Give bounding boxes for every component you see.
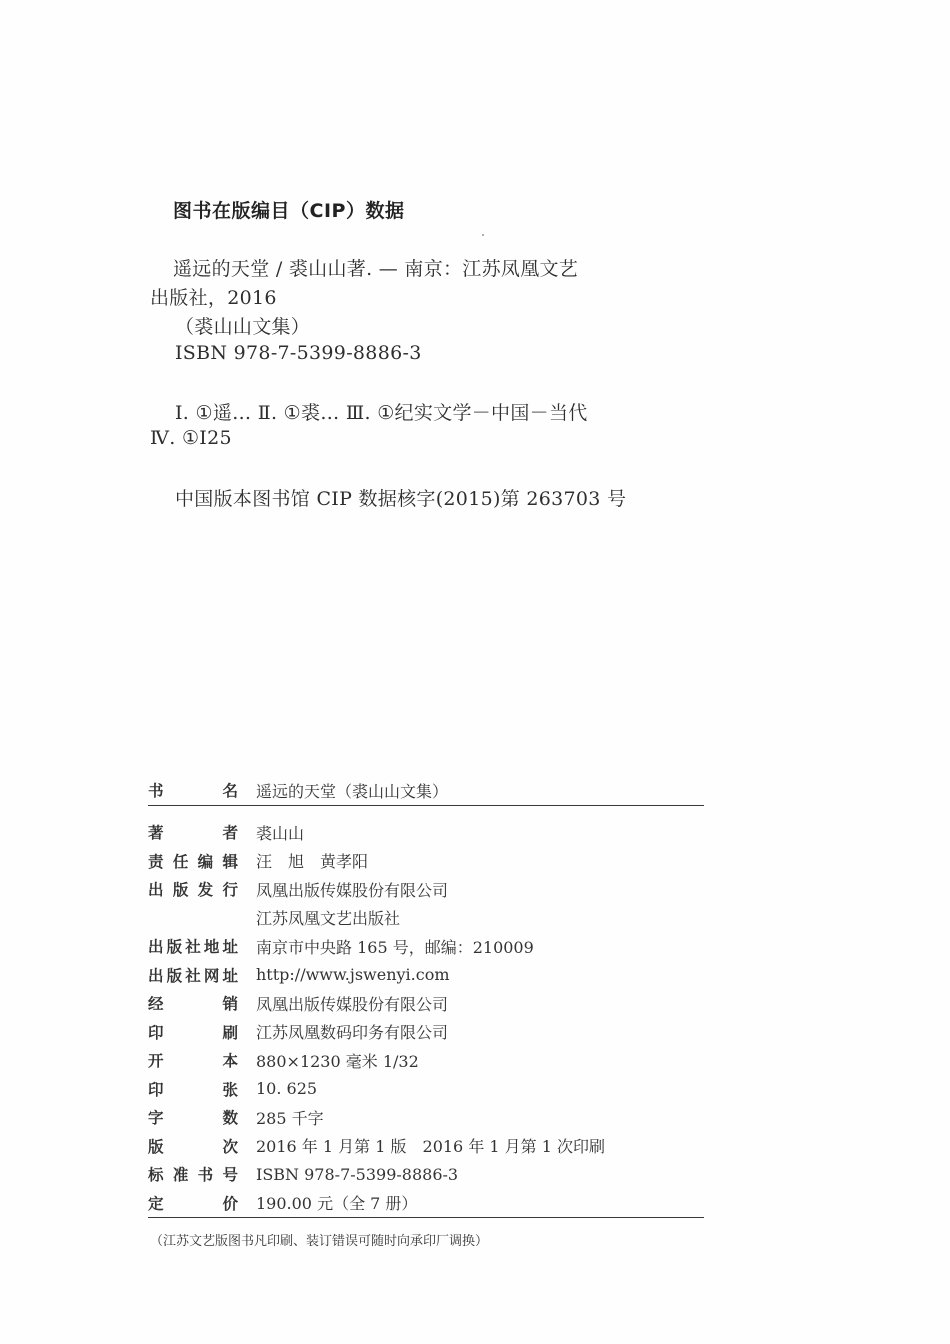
cip-record-number: 中国版本图书馆 CIP 数据核字(2015)第 263703 号 (175, 488, 627, 510)
info-row (148, 1075, 704, 1104)
info-value: 江苏凤凰数码印务有限公司 (256, 1023, 449, 1043)
info-label: 定 价 (148, 1194, 238, 1213)
info-value: 裘山山 (256, 823, 305, 843)
cip-heading: 图书在版编目（CIP）数据 (173, 200, 405, 222)
speck-mark (482, 234, 484, 236)
info-row (148, 875, 704, 904)
info-label: 开 本 (148, 1052, 238, 1071)
info-row (148, 961, 704, 990)
info-row (148, 1189, 704, 1218)
info-value: 凤凰出版传媒股份有限公司 (256, 994, 449, 1014)
info-label: 经 销 (148, 995, 238, 1014)
info-rows (148, 818, 704, 1217)
info-label: 版 次 (148, 1137, 238, 1156)
info-value: http://www.jswenyi.com (256, 965, 450, 985)
info-row-title (148, 775, 704, 805)
cip-series-line: （裘山山文集） (175, 316, 311, 338)
info-label: 出 版 社 网 址 (148, 966, 238, 985)
info-row (148, 989, 704, 1018)
cip-classification-line: Ⅳ. ①I25 (150, 427, 232, 449)
info-label: 字 数 (148, 1109, 238, 1128)
info-value: 2016 年 1 月第 1 版 2016 年 1 月第 1 次印刷 (256, 1137, 606, 1157)
cip-publisher-line: 出版社，2016 (150, 287, 277, 309)
info-label: 出 版 社 地 址 (148, 938, 238, 957)
info-label: 标 准 书 号 (148, 1166, 238, 1185)
info-value: 江苏凤凰文艺出版社 (256, 909, 401, 929)
info-label: 著 者 (148, 824, 238, 843)
info-row (148, 932, 704, 961)
info-value: 285 千字 (256, 1108, 324, 1128)
cip-subject-line: Ⅰ. ①遥… Ⅱ. ①裘… Ⅲ. ①纪实文学－中国－当代 (175, 402, 588, 424)
info-label: 责 任 编 辑 (148, 852, 238, 871)
table-top-rule (148, 805, 704, 806)
cip-title-line: 遥远的天堂 / 裘山山著. — 南京：江苏凤凰文艺 (173, 258, 579, 280)
footnote: （江苏文艺版图书凡印刷、装订错误可随时向承印厂调换） (150, 1234, 489, 1249)
info-value: 10. 625 (256, 1079, 318, 1099)
info-row (148, 1160, 704, 1189)
info-value: 凤凰出版传媒股份有限公司 (256, 880, 449, 900)
info-row (148, 904, 704, 933)
info-value: ISBN 978-7-5399-8886-3 (256, 1164, 459, 1184)
info-value: 遥远的天堂（裘山山文集） (256, 781, 449, 801)
info-value: 汪 旭 黄孝阳 (256, 852, 369, 872)
info-row (148, 1018, 704, 1047)
table-bottom-rule (148, 1217, 704, 1218)
publication-info-table (148, 775, 704, 1217)
info-label: 书 名 (148, 782, 238, 800)
info-value: 190.00 元（全 7 册） (256, 1194, 418, 1214)
info-row (148, 1103, 704, 1132)
info-row (148, 818, 704, 847)
info-label: 印 张 (148, 1080, 238, 1099)
info-row (148, 1132, 704, 1161)
info-row (148, 847, 704, 876)
info-value: 南京市中央路 165 号，邮编：210009 (256, 937, 534, 957)
info-label: 印 刷 (148, 1023, 238, 1042)
info-label: 出 版 发 行 (148, 881, 238, 900)
info-value: 880×1230 毫米 1/32 (256, 1051, 419, 1071)
info-row (148, 1046, 704, 1075)
cip-isbn-line: ISBN 978-7-5399-8886-3 (175, 342, 422, 364)
